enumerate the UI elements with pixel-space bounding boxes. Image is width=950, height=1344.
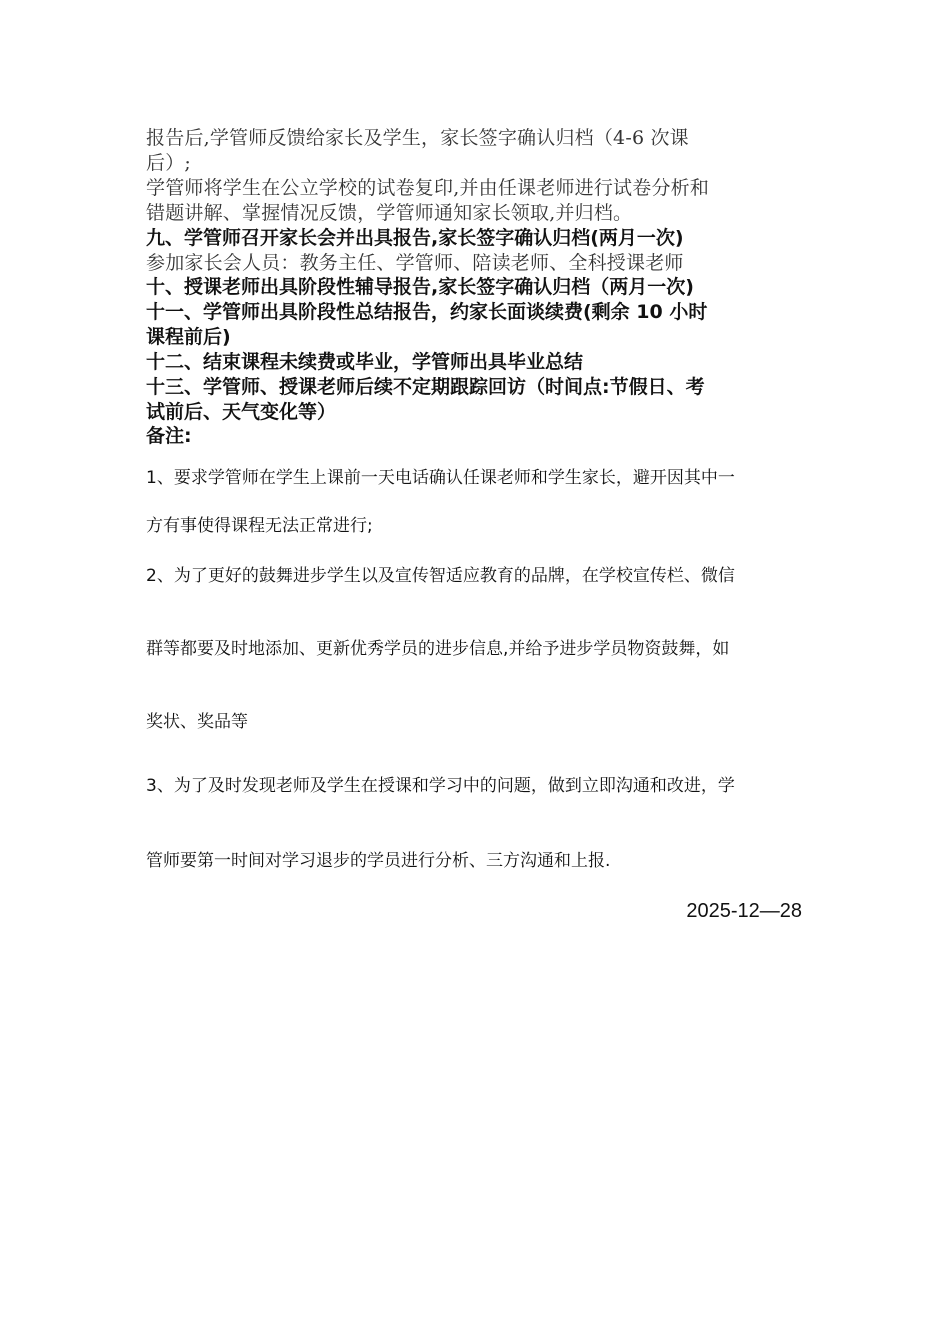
body-line: 报告后,学管师反馈给家长及学生，家长签字确认归档（4-6 次课 [146,127,689,149]
note-line: 奖状、奖品等 [146,712,248,732]
note-line: 3、为了及时发现老师及学生在授课和学习中的问题，做到立即沟通和改进，学 [146,776,735,796]
note-line: 2、为了更好的鼓舞进步学生以及宣传智适应教育的品牌，在学校宣传栏、微信 [146,566,735,586]
note-line: 1、要求学管师在学生上课前一天电话确认任课老师和学生家长，避开因其中一 [146,468,735,488]
section-heading-13-cont: 试前后、天气变化等） [146,401,337,423]
section-heading-13: 十三、学管师、授课老师后续不定期跟踪回访（时间点:节假日、考 [146,376,705,398]
section-heading-9: 九、学管师召开家长会并出具报告,家长签字确认归档(两月一次) [146,227,684,249]
note-line: 管师要第一时间对学习退步的学员进行分析、三方沟通和上报. [146,851,611,871]
section-heading-10: 十、授课老师出具阶段性辅导报告,家长签字确认归档（两月一次) [146,276,694,298]
body-line: 错题讲解、掌握情况反馈，学管师通知家长领取,并归档。 [146,202,633,224]
body-line: 学管师将学生在公立学校的试卷复印,并由任课老师进行试卷分析和 [146,177,710,199]
section-heading-11-cont: 课程前后) [146,326,231,348]
notes-heading: 备注: [146,425,192,447]
body-line: 后）; [146,152,192,174]
note-line: 群等都要及时地添加、更新优秀学员的进步信息,并给予进步学员物资鼓舞，如 [146,639,730,659]
note-line: 方有事使得课程无法正常进行; [146,516,373,536]
section-heading-11: 十一、学管师出具阶段性总结报告，约家长面谈续费(剩余 10 小时 [146,301,708,323]
document-date: 2025-12—28 [686,900,802,922]
section-heading-12: 十二、结束课程未续费或毕业，学管师出具毕业总结 [146,351,584,373]
body-line: 参加家长会人员：教务主任、学管师、陪读老师、全科授课老师 [146,252,684,274]
